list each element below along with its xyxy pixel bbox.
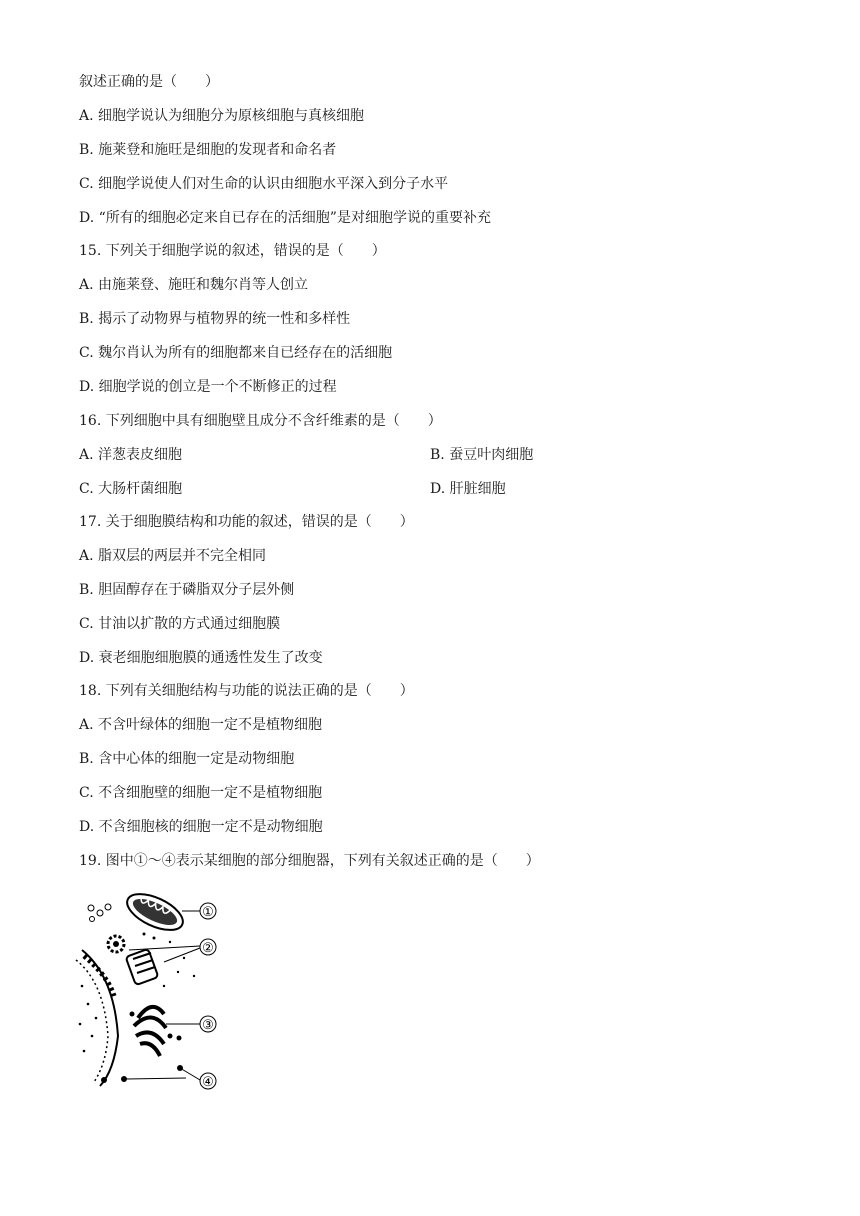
line-11: A. 洋葱表皮细胞 — [79, 447, 183, 463]
line-6: A. 由施莱登、施旺和魏尔肖等人创立 — [79, 277, 309, 293]
line-19: A. 不含叶绿体的细胞一定不是植物细胞 — [79, 717, 323, 733]
line-0: 叙述正确的是（ ） — [79, 74, 219, 90]
golgi-drawing — [130, 1007, 173, 1056]
line-14: A. 脂双层的两层并不完全相同 — [79, 548, 267, 564]
option-b-16: B. 蚕豆叶肉细胞 — [430, 447, 534, 463]
line-1: A. 细胞学说认为细胞分为原核细胞与真核细胞 — [79, 108, 365, 124]
line-7: B. 揭示了动物界与植物界的统一性和多样性 — [79, 311, 351, 327]
line-22: D. 不含细胞核的细胞一定不是动物细胞 — [79, 819, 323, 835]
line-13: 17. 关于细胞膜结构和功能的叙述，错误的是（ ） — [79, 514, 414, 530]
line-16: C. 甘油以扩散的方式通过细胞膜 — [79, 616, 281, 632]
centriole-drawing — [108, 936, 158, 985]
label-4: ④ — [202, 1075, 214, 1090]
label-3: ③ — [202, 1018, 214, 1033]
line-23: 19. 图中①～④表示某细胞的部分细胞器，下列有关叙述正确的是（ ） — [79, 853, 540, 869]
line-10: 16. 下列细胞中具有细胞壁且成分不含纤维素的是（ ） — [79, 413, 442, 429]
label-2: ② — [202, 941, 214, 956]
line-4: D. “所有的细胞必定来自已存在的活细胞”是对细胞学说的重要补充 — [79, 210, 491, 226]
line-21: C. 不含细胞壁的细胞一定不是植物细胞 — [79, 785, 323, 801]
line-2: B. 施莱登和施旺是细胞的发现者和命名者 — [79, 142, 337, 158]
line-8: C. 魏尔肖认为所有的细胞都来自已经存在的活细胞 — [79, 345, 393, 361]
line-3: C. 细胞学说使人们对生命的认识由细胞水平深入到分子水平 — [79, 176, 449, 192]
option-d-16: D. 肝脏细胞 — [430, 481, 506, 497]
organelle-figure — [74, 886, 234, 1096]
line-20: B. 含中心体的细胞一定是动物细胞 — [79, 751, 295, 767]
mitochondrion-drawing — [122, 887, 188, 938]
line-5: 15. 下列关于细胞学说的叙述，错误的是（ ） — [79, 243, 386, 259]
line-17: D. 衰老细胞细胞膜的通透性发生了改变 — [79, 650, 323, 666]
line-12: C. 大肠杆菌细胞 — [79, 481, 183, 497]
line-9: D. 细胞学说的创立是一个不断修正的过程 — [79, 379, 337, 395]
line-18: 18. 下列有关细胞结构与功能的说法正确的是（ ） — [79, 683, 414, 699]
label-1: ① — [202, 905, 214, 920]
line-15: B. 胆固醇存在于磷脂双分子层外侧 — [79, 582, 295, 598]
